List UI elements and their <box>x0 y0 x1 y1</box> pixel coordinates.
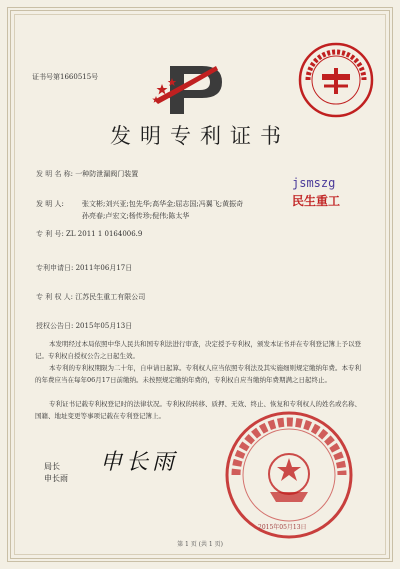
grant-date: 2015年05月13日 <box>75 322 133 330</box>
filing-date-row <box>36 264 132 273</box>
patent-number: ZL 2011 1 0164006.9 <box>66 230 143 238</box>
overlay-stamp-line-2: 民生重工 <box>292 194 341 208</box>
filing-date-label: 专利申请日: <box>36 264 74 272</box>
director-signature: 申长雨 <box>100 450 179 475</box>
grant-date-label: 授权公告日: <box>36 322 74 330</box>
grant-date-row <box>36 322 132 331</box>
patent-holder-label: 专 利 权 人: <box>36 293 74 301</box>
patent-office-emblem <box>150 60 230 116</box>
paragraph-term: 本专利的专利权期限为二十年，自申请日起算。专利权人应当依照专利法及其实施细则规定缴纳年费。本专利的年费应当在每年06月17日前缴纳。未按照规定缴纳年费的，专利权自应当缴纳年费期满之日起终止。 <box>35 364 361 384</box>
patent-holder-row <box>36 293 145 302</box>
paragraph-grant: 本发明经过本局依照中华人民共和国专利法进行审查，决定授予专利权，颁发本证书并在专利登记簿上予以登记。专利权自授权公告之日起生效。 <box>35 340 361 360</box>
paragraph-status: 专利证书记载专利权登记时的法律状况。专利权的转移、质押、无效、终止、恢复和专利权人的姓名或名称、国籍、地址变更等事项记载在专利登记簿上。 <box>35 400 361 420</box>
invention-name: 一种防泄漏阀门装置 <box>75 170 139 178</box>
invention-name-label: 发 明 名 称: <box>36 170 74 178</box>
patent-number-label: 专 利 号: <box>36 230 64 238</box>
inventors-line-2: 孙亮春;卢宏文;杨传珍;倪伟;陈太华 <box>82 212 190 220</box>
certificate-title: 发明专利证书 <box>110 124 290 148</box>
certificate-number: 证书号第1660515号 <box>32 73 99 81</box>
seal-date: 2015年05月13日 <box>258 524 307 531</box>
inventors-line-1: 张文彬;刘兴亚;包先华;高华金;屈志国;冯翼飞;黄振奇 <box>82 200 244 208</box>
inventor-label: 发 明 人: <box>36 200 64 208</box>
director-name: 申长雨 <box>44 474 68 483</box>
invention-name-row <box>36 170 138 179</box>
company-seal <box>296 40 376 120</box>
overlay-stamp-line-1: jsmszg <box>292 176 336 190</box>
patent-number-row <box>36 230 142 239</box>
filing-date: 2011年06月17日 <box>75 264 133 272</box>
director-title: 局长 <box>44 462 60 471</box>
official-seal <box>222 408 356 542</box>
patent-holder: 江苏民生重工有限公司 <box>75 293 146 301</box>
page-footer: 第 1 页 (共 1 页) <box>177 541 223 548</box>
